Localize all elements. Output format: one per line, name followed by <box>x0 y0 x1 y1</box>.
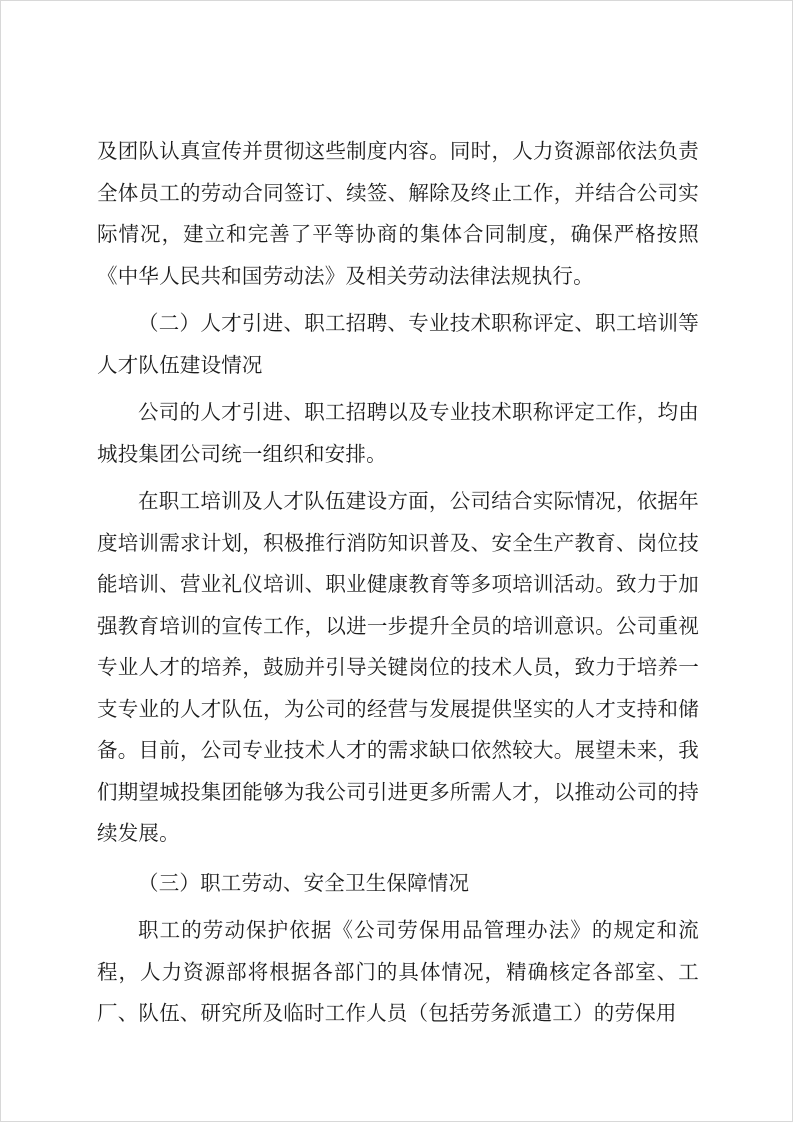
paragraph-continuation: 及团队认真宣传并贯彻这些制度内容。同时，人力资源部依法负责全体员工的劳动合同签订、续签、解除及终止工作，并结合公司实际情况，建立和完善了平等协商的集体合同制度，确保严格按照《中华人民共和国劳动法》及相关劳动法律法规执行。 <box>97 139 699 288</box>
paragraph-training-team-building: 在职工培训及人才队伍建设方面，公司结合实际情况，依据年度培训需求计划，积极推行消防知识普及、安全生产教育、岗位技能培训、营业礼仪培训、职业健康教育等多项培训活动。致力于加强教育培训的宣传工作，以进一步提升全员的培训意识。公司重视专业人才的培养，鼓励并引导关键岗位的技术人员，致力于培养一支专业的人才队伍，为公司的经营与发展提供坚实的人才支持和储备。目前，公司专业技术人才的需求缺口依然较大。展望未来，我们期望城投集团能够为我公司引进更多所需人才，以推动公司的持续发展。 <box>97 489 699 845</box>
page-text-body <box>97 131 699 1035</box>
paragraph-spacer <box>97 855 699 863</box>
paragraph-labor-protection: 职工的劳动保护依据《公司劳保用品管理办法》的规定和流程，人力资源部将根据各部门的具体情况，精确核定各部室、工厂、队伍、研究所及临时工作人员（包括劳务派遣工）的劳保用 <box>97 918 699 1025</box>
paragraph-talent-introduction: 公司的人才引进、职工招聘以及专业技术职称评定工作，均由城投集团公司统一组织和安排。 <box>97 400 699 466</box>
section-heading-three: （三）职工劳动、安全卫生保障情况 <box>138 870 470 895</box>
section-heading-two: （二）人才引进、职工招聘、专业技术职称评定、职工培训等人才队伍建设情况 <box>97 311 699 377</box>
